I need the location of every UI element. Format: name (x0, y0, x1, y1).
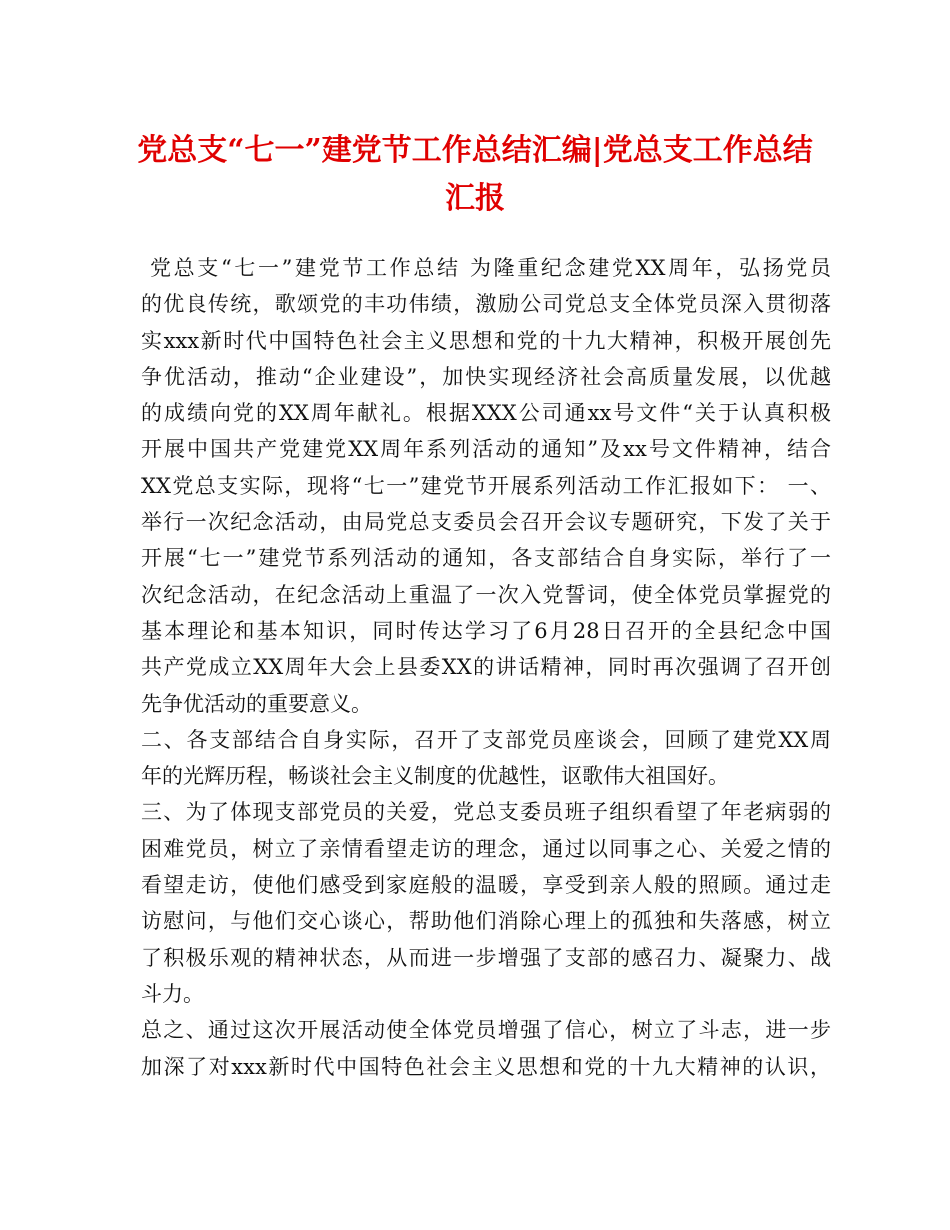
body-line: 实xxx新时代中国特色社会主义思想和党的十九大精神，积极开展创先 (141, 328, 831, 353)
document-body (141, 250, 831, 1085)
body-line: XX党总支实际，现将“七一”建党节开展系列活动工作汇报如下： 一、 (141, 473, 831, 498)
body-line: 总之、通过这次开展活动使全体党员增强了信心，树立了斗志，进一步 (141, 1018, 831, 1043)
body-line: 次纪念活动，在纪念活动上重温了一次入党誓词，使全体党员掌握党的 (141, 582, 831, 607)
body-line: 开展“七一”建党节系列活动的通知，各支部结合自身实际，举行了一 (141, 546, 831, 571)
body-line: 加深了对xxx新时代中国特色社会主义思想和党的十九大精神的认识， (141, 1054, 831, 1079)
body-line: 看望走访，使他们感受到家庭般的温暖，享受到亲人般的照顾。通过走 (141, 873, 831, 898)
body-line: 党总支“七一”建党节工作总结 为隆重纪念建党XX周年，弘扬党员 (150, 256, 831, 280)
body-line: 了积极乐观的精神状态，从而进一步增强了支部的感召力、凝聚力、战 (141, 945, 831, 970)
body-line: 的成绩向党的XX周年献礼。根据XXX公司通xx号文件“关于认真积极 (141, 401, 831, 426)
body-line: 先争优活动的重要意义。 (141, 691, 372, 716)
body-line: 年的光辉历程，畅谈社会主义制度的优越性，讴歌伟大祖国好。 (141, 764, 729, 789)
body-line: 争优活动，推动“企业建设”，加快实现经济社会高质量发展，以优越 (141, 364, 831, 389)
body-line: 开展中国共产党建党XX周年系列活动的通知”及xx号文件精神，结合 (141, 437, 831, 462)
body-line: 的优良传统，歌颂党的丰功伟绩，激励公司党总支全体党员深入贯彻落 (141, 292, 831, 317)
body-line: 基本理论和基本知识，同时传达学习了6月28日召开的全县纪念中国 (141, 618, 831, 643)
body-line: 困难党员，树立了亲情看望走访的理念，通过以同事之心、关爱之情的 (141, 836, 831, 861)
body-line: 二、各支部结合自身实际，召开了支部党员座谈会，回顾了建党XX周 (141, 727, 831, 752)
body-line: 访慰问，与他们交心谈心，帮助他们消除心理上的孤独和失落感，树立 (141, 909, 831, 934)
body-line: 举行一次纪念活动，由局党总支委员会召开会议专题研究，下发了关于 (141, 510, 831, 535)
body-line: 共产党成立XX周年大会上县委XX的讲话精神，同时再次强调了召开创 (141, 655, 831, 680)
title-line-2: 汇报 (445, 181, 505, 216)
document-title (120, 127, 830, 223)
body-line: 三、为了体现支部党员的关爱，党总支委员班子组织看望了年老病弱的 (141, 800, 831, 825)
body-line: 斗力。 (141, 981, 204, 1006)
title-line-1: 党总支“七一”建党节工作总结汇编|党总支工作总结 (137, 133, 813, 168)
